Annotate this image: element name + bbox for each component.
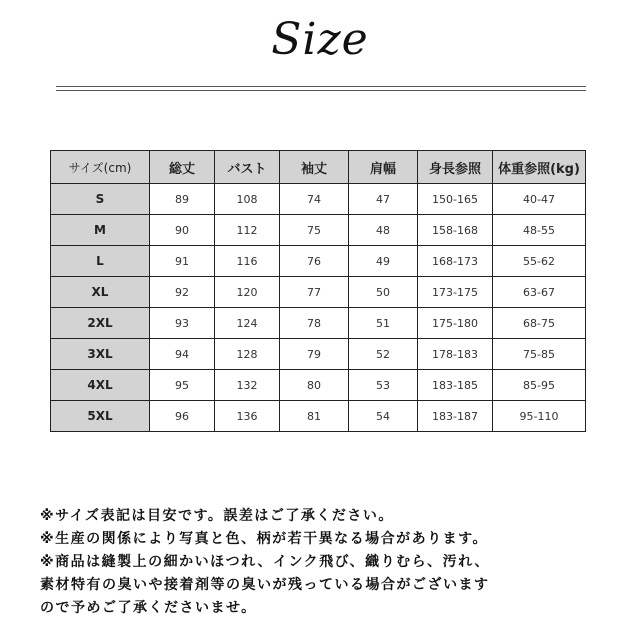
table-cell: 128 [215, 339, 280, 370]
table-cell: 94 [150, 339, 215, 370]
table-row [51, 401, 586, 432]
table-cell: 78 [280, 308, 349, 339]
table-cell: 183-187 [418, 401, 493, 432]
size-label-cell: 3XL [51, 339, 150, 370]
table-cell: 136 [215, 401, 280, 432]
header-size: サイズ(cm) [51, 151, 150, 184]
table-row [51, 246, 586, 277]
header-bust: バスト [215, 151, 280, 184]
table-cell: 108 [215, 184, 280, 215]
table-cell: 53 [349, 370, 418, 401]
table-cell: 79 [280, 339, 349, 370]
table-cell: 120 [215, 277, 280, 308]
table-cell: 85-95 [493, 370, 586, 401]
table-cell: 55-62 [493, 246, 586, 277]
table-row [51, 370, 586, 401]
table-cell: 80 [280, 370, 349, 401]
table-cell: 52 [349, 339, 418, 370]
header-weight-ref: 体重参照(kg) [493, 151, 586, 184]
table-cell: 68-75 [493, 308, 586, 339]
table-row [51, 184, 586, 215]
title-divider-top [56, 86, 586, 87]
table-cell: 77 [280, 277, 349, 308]
header-shoulder-width: 肩幅 [349, 151, 418, 184]
header-total-length: 総丈 [150, 151, 215, 184]
table-row [51, 215, 586, 246]
table-cell: 178-183 [418, 339, 493, 370]
table-cell: 54 [349, 401, 418, 432]
table-cell: 81 [280, 401, 349, 432]
table-cell: 112 [215, 215, 280, 246]
table-cell: 75-85 [493, 339, 586, 370]
note-line: ※生産の関係により写真と色、柄が若干異なる場合があります。 [40, 531, 488, 547]
table-body [51, 184, 586, 432]
table-cell: 49 [349, 246, 418, 277]
table-cell: 175-180 [418, 308, 493, 339]
page-title: Size [271, 14, 369, 65]
table-cell: 90 [150, 215, 215, 246]
note-line: ※サイズ表記は目安です。誤差はご了承ください。 [40, 508, 394, 524]
header-height-ref: 身長参照 [418, 151, 493, 184]
table-cell: 173-175 [418, 277, 493, 308]
size-table [50, 150, 586, 432]
table-cell: 74 [280, 184, 349, 215]
table-cell: 48 [349, 215, 418, 246]
table-cell: 124 [215, 308, 280, 339]
size-label-cell: XL [51, 277, 150, 308]
table-cell: 183-185 [418, 370, 493, 401]
size-label-cell: 4XL [51, 370, 150, 401]
table-cell: 92 [150, 277, 215, 308]
note-line: 素材特有の臭いや接着剤等の臭いが残っている場合がございます [40, 577, 490, 593]
table-header-row [51, 151, 586, 184]
size-label-cell: 2XL [51, 308, 150, 339]
table-cell: 50 [349, 277, 418, 308]
notes [40, 505, 620, 620]
header-sleeve-length: 袖丈 [280, 151, 349, 184]
table-row [51, 308, 586, 339]
table-cell: 116 [215, 246, 280, 277]
table-cell: 89 [150, 184, 215, 215]
size-label-cell: M [51, 215, 150, 246]
table-row [51, 339, 586, 370]
table-cell: 158-168 [418, 215, 493, 246]
size-label-cell: S [51, 184, 150, 215]
table-cell: 95 [150, 370, 215, 401]
table-cell: 91 [150, 246, 215, 277]
note-line: ※商品は縫製上の細かいほつれ、インク飛び、織りむら、汚れ、 [40, 554, 490, 570]
table-cell: 75 [280, 215, 349, 246]
table-cell: 40-47 [493, 184, 586, 215]
title-divider-bottom [56, 90, 586, 91]
note-line: ので予めご了承くださいませ。 [40, 600, 257, 616]
size-label-cell: 5XL [51, 401, 150, 432]
size-label-cell: L [51, 246, 150, 277]
table-cell: 51 [349, 308, 418, 339]
table-cell: 47 [349, 184, 418, 215]
table-cell: 96 [150, 401, 215, 432]
table-cell: 63-67 [493, 277, 586, 308]
table-cell: 76 [280, 246, 349, 277]
table-cell: 95-110 [493, 401, 586, 432]
table-cell: 93 [150, 308, 215, 339]
table-row [51, 277, 586, 308]
table-cell: 168-173 [418, 246, 493, 277]
table-cell: 132 [215, 370, 280, 401]
table-cell: 48-55 [493, 215, 586, 246]
table-cell: 150-165 [418, 184, 493, 215]
